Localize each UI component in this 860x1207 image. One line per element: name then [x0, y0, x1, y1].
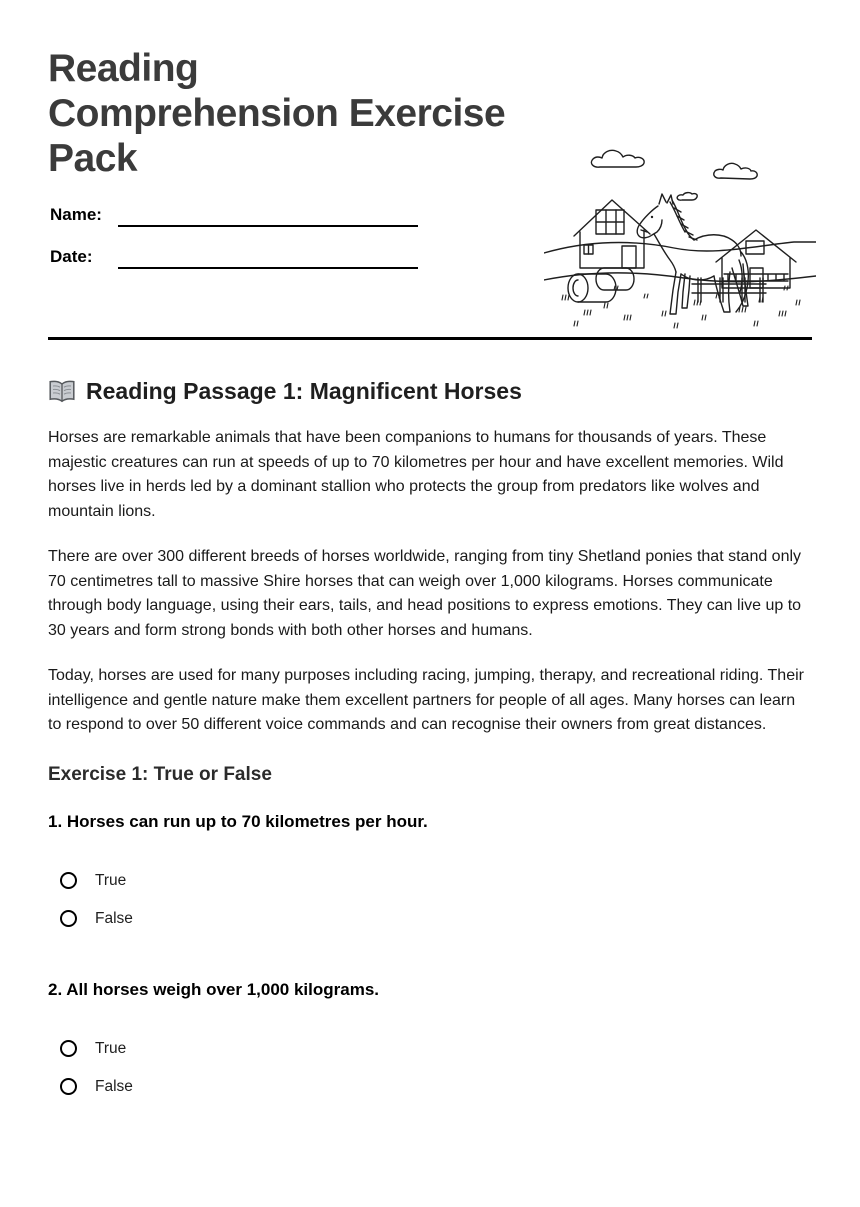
worksheet-page — [0, 46, 860, 1207]
right-barn-drawing — [716, 230, 796, 288]
question-1-option-true[interactable] — [60, 872, 812, 890]
radio-button-icon — [60, 1078, 77, 1095]
grass-drawing — [562, 286, 800, 328]
page-title-line-3: Pack — [48, 137, 138, 180]
name-input-line[interactable] — [118, 205, 418, 227]
question-1-prompt: 1. Horses can run up to 70 kilometres per hour. — [48, 811, 428, 831]
radio-button-icon — [60, 1040, 77, 1057]
question-2 — [48, 980, 812, 1096]
option-label: True — [95, 1039, 127, 1057]
question-2-options — [48, 1040, 812, 1096]
passage-paragraph-1: Horses are remarkable animals that have been companions to humans for thousands of years. These majestic creatures can run at speeds of up to 70 kilometres per hour and have excellent memories. Wild horses live in herds led by a dominant stallion who protects the group from predators like wolves and mountain lions. — [48, 429, 784, 520]
option-label: False — [95, 909, 133, 927]
date-label: Date: — [50, 247, 93, 266]
page-title — [48, 46, 528, 181]
passage-heading — [48, 378, 812, 405]
exercise-heading: Exercise 1: True or False — [48, 763, 272, 785]
radio-button-icon — [60, 910, 77, 927]
question-2-option-true[interactable] — [60, 1040, 812, 1058]
question-1-option-false[interactable] — [60, 910, 812, 928]
question-2-prompt: 2. All horses weigh over 1,000 kilograms. — [48, 979, 380, 999]
section-divider — [48, 337, 812, 340]
clouds-drawing — [591, 150, 757, 200]
passage-paragraph-3: Today, horses are used for many purposes including racing, jumping, therapy, and recreational riding. Their intelligence and gentle nature make them excellent partners for people of all ages. Many horses can learn to respond to over 50 different voice commands and can recognise their owners from great distances. — [48, 667, 804, 733]
question-1 — [48, 812, 812, 928]
passage-heading-text: Reading Passage 1: Magnificent Horses — [86, 378, 522, 404]
open-book-icon — [48, 379, 76, 404]
page-title-line-1: Reading — [48, 47, 199, 90]
question-2-option-false[interactable] — [60, 1078, 812, 1096]
passage-paragraph-2: There are over 300 different breeds of horses worldwide, ranging from tiny Shetland ponies that stand only 70 centimetres tall to massive Shire horses that can weigh over 1,000 kilograms. Horses communicate through body language, using their ears, tails, and head positions to express emotions. They can live up to 30 years and form strong bonds with both other horses and humans. — [48, 548, 802, 639]
radio-button-icon — [60, 872, 77, 889]
horse-farm-illustration — [544, 140, 816, 332]
option-label: False — [95, 1077, 133, 1095]
horse-drawing — [637, 194, 748, 314]
left-barn-drawing — [574, 200, 650, 268]
name-label: Name: — [50, 205, 102, 224]
date-input-line[interactable] — [118, 247, 418, 269]
option-label: True — [95, 871, 127, 889]
page-title-line-2: Comprehension Exercise — [48, 92, 506, 135]
question-1-options — [48, 872, 812, 928]
